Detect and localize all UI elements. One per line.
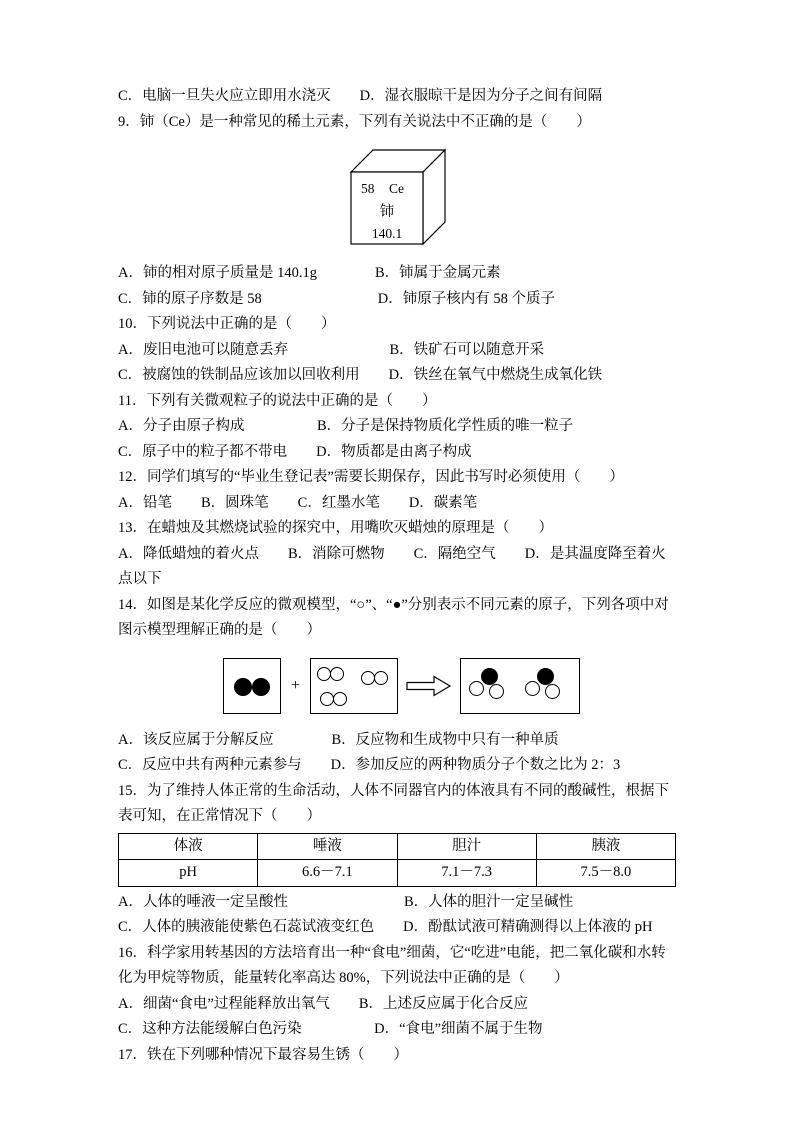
q14-options-cd: C．反应中共有两种元素参与 D．参加反应的两种物质分子个数之比为 2：3 [118, 757, 621, 773]
q14-stem: 14．如图是某化学反应的微观模型，“○”、“●”分别表示不同元素的原子，下列各项中对图示模型理解正确的是（ ） [118, 596, 669, 638]
reactant2-box [310, 658, 398, 714]
q14-options-ab: A．该反应属于分解反应 B．反应物和生成物中只有一种单质 [118, 731, 559, 748]
q12-stem: 12．同学们填写的“毕业生登记表”需要长期保存，因此书写时必须使用（ ） [118, 469, 624, 485]
white-atom-icon [469, 681, 484, 696]
q9-stem: 9．铈（Ce）是一种常见的稀土元素，下列有关说法中不正确的是（ ） [118, 113, 591, 130]
atomic-mass: 140.1 [371, 226, 403, 241]
cerium-element-cube-figure [118, 143, 676, 255]
q11-options-cd: C．原子中的粒子都不带电 D．物质都是由离子构成 [118, 443, 472, 460]
black-atom-icon [252, 678, 270, 696]
black-atom-icon [481, 668, 498, 685]
white-atom-icon [330, 667, 344, 681]
table-ph-row [119, 860, 676, 887]
table-cell: pH [119, 860, 258, 887]
q11-stem: 11．下列有关微观粒子的说法中正确的是（ ） [118, 392, 437, 409]
body-fluid-table [118, 833, 676, 887]
table-cell: 体液 [119, 833, 258, 860]
q10-options-cd: C．被腐蚀的铁制品应该加以回收利用 D．铁丝在氧气中燃烧生成氧化铁 [118, 367, 603, 383]
product-box [460, 658, 580, 714]
white-atom-icon [545, 684, 560, 699]
table-cell: 7.5－8.0 [536, 860, 675, 887]
q9-options-cd: C．铈的原子序数是 58 D．铈原子核内有 58 个质子 [118, 290, 556, 307]
q11-options-ab: A．分子由原子构成 B．分子是保持物质化学性质的唯一粒子 [118, 418, 574, 434]
element-cube-icon [346, 143, 450, 249]
q17-stem: 17．铁在下列哪种情况下最容易生锈（ ） [118, 1046, 408, 1063]
table-header-row [119, 833, 676, 860]
reactant1-box [223, 658, 281, 714]
q13-options: A．降低蜡烛的着火点 B．消除可燃物 C．隔绝空气 D．是其温度降至着火点以下 [118, 545, 666, 587]
q15-stem: 15．为了维持人体正常的生命活动，人体不同器官内的体液具有不同的酸碱性，根据下表可知，在正常情况下（ ） [118, 782, 669, 824]
q16-options-ab: A．细菌“食电”过程能释放出氧气 B．上述反应属于化合反应 [118, 995, 529, 1012]
q10-stem: 10．下列说法中正确的是（ ） [118, 316, 336, 332]
q16-stem: 16．科学家用转基因的方法培育出一种“食电”细菌，它“吃进”电能，把二氧化碳和水转化为甲烷等物质，能量转化率高达 80%，下列说法中正确的是（ ） [118, 944, 666, 986]
q12-options: A．铅笔 B．圆珠笔 C．红墨水笔 D．碳素笔 [118, 494, 478, 511]
q16-options-cd: C．这种方法能缓解白色污染 D．“食电”细菌不属于生物 [118, 1021, 543, 1037]
table-cell: 胰液 [536, 833, 675, 860]
element-name: 铈 [379, 204, 395, 220]
reaction-arrow-icon [406, 675, 452, 697]
black-atom-icon [537, 668, 554, 685]
white-atom-icon [317, 667, 331, 681]
table-cell: 唾液 [258, 833, 397, 860]
table-cell: 6.6－7.1 [258, 860, 397, 887]
q13-stem: 13．在蜡烛及其燃烧试验的探究中，用嘴吹灭蜡烛的原理是（ ） [118, 520, 553, 536]
q10-options-ab: A．废旧电池可以随意丢弃 B．铁矿石可以随意开采 [118, 341, 545, 358]
plus-sign: + [291, 676, 301, 694]
white-atom-icon [489, 684, 504, 699]
white-atom-icon [525, 681, 540, 696]
q9-options-ab: A．铈的相对原子质量是 140.1g B．铈属于金属元素 [118, 265, 501, 281]
black-atom-icon [234, 678, 252, 696]
white-atom-icon [361, 671, 375, 685]
atomic-number: 58 [361, 181, 375, 196]
q8-options-cd: C．电脑一旦失火应立即用水浇灭 D．湿衣服晾干是因为分子之间有间隔 [118, 88, 603, 104]
white-atom-icon [333, 692, 347, 706]
white-atom-icon [374, 671, 388, 685]
q15-options-ab: A．人体的唾液一定呈酸性 B．人体的胆汁一定呈碱性 [118, 893, 574, 910]
q15-options-cd: C．人体的胰液能使紫色石蕊试液变红色 D．酚酞试液可精确测得以上体液的 pH [118, 919, 653, 935]
element-symbol: Ce [389, 181, 404, 196]
table-cell: 胆汁 [397, 833, 536, 860]
white-atom-icon [320, 692, 334, 706]
table-cell: 7.1－7.3 [397, 860, 536, 887]
reaction-model-diagram [223, 654, 676, 718]
